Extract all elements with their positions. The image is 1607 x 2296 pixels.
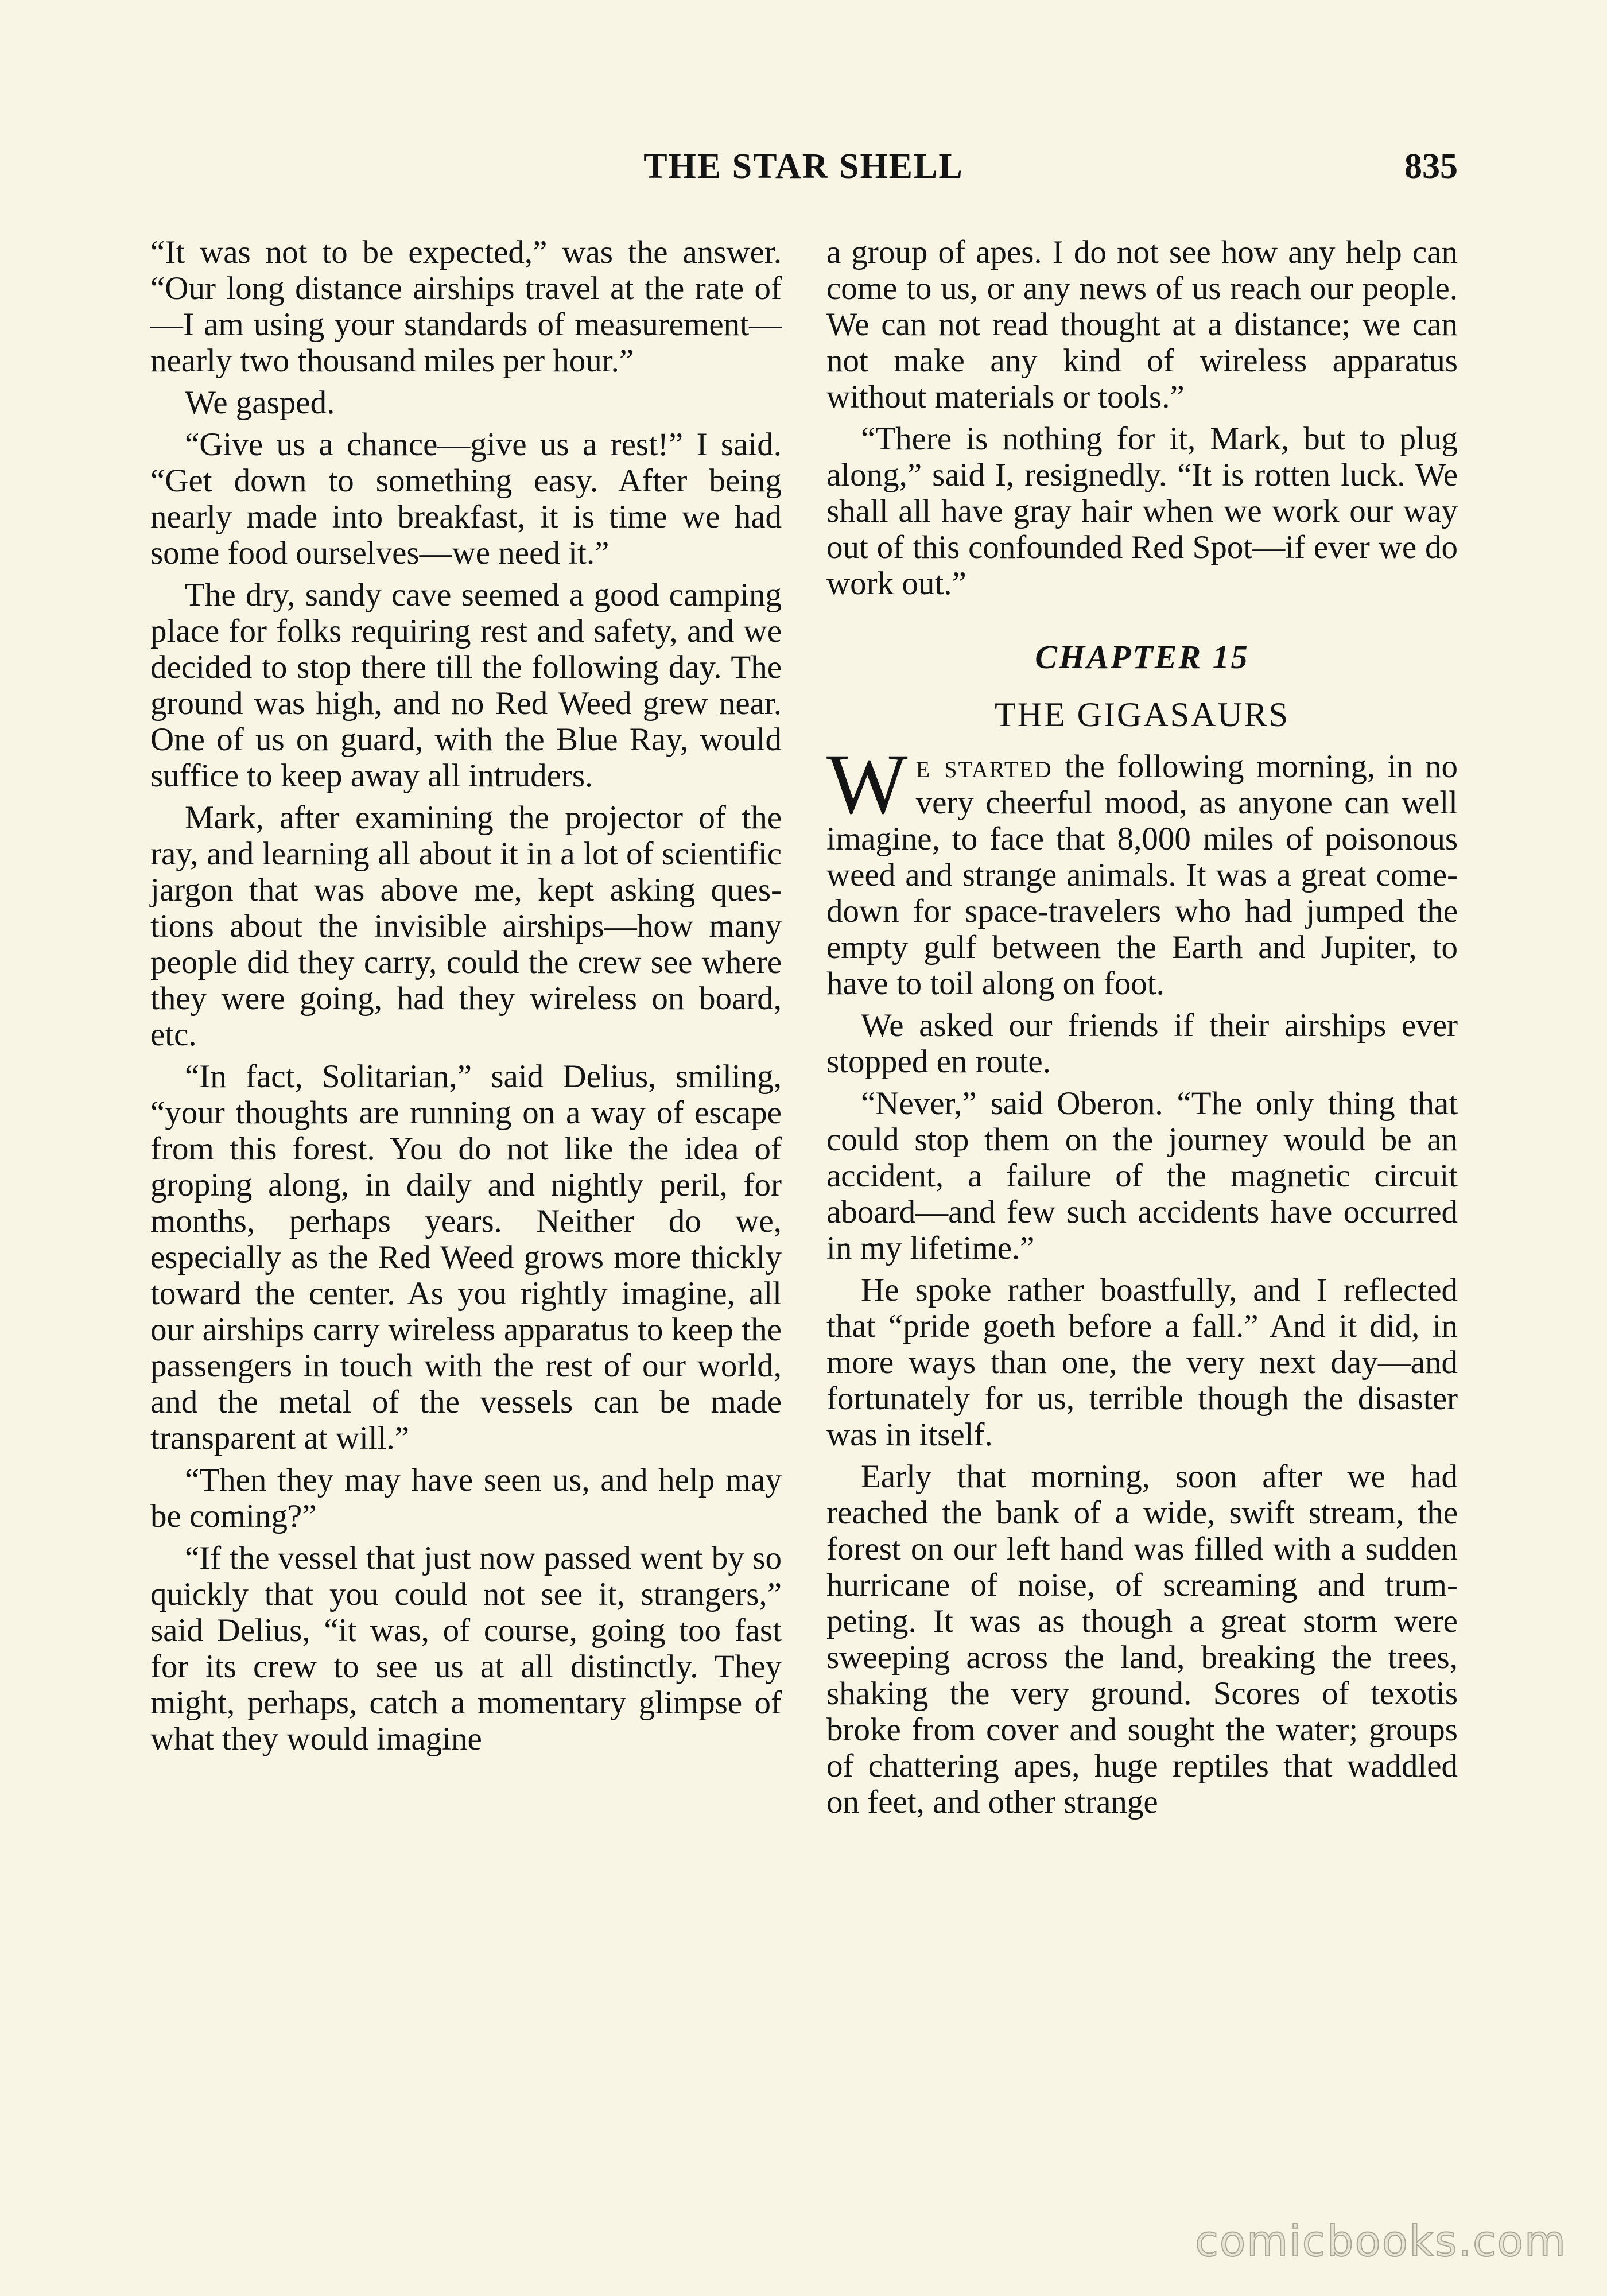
paragraph: “There is nothing for it, Mark, but to plug along,” said I, resignedly. “It is rotten luck. We shall all have gray hair when we work our way out of this confounded Red Spot—if ever we do work out.” [826,421,1458,602]
left-column [150,234,782,1763]
chapter-number: CHAPTER 15 [1035,638,1249,676]
opening-small-caps: e started [915,748,1053,785]
right-column [826,234,1458,1826]
paragraph: a group of apes. I do not see how any help can come to us, or any news of us reach our people. We can not read thought at a distance; we can not make any kind of wireless apparatus without materials or tools.” [826,234,1458,415]
watermark: comicbooks.com [1195,2217,1567,2266]
paragraph: “If the vessel that just now passed went by so quickly that you could not see it, strangers,” said Delius, “it was, of course, going too fast for its crew to see us at all distinctly. They might, perhaps, catch a momentary glimpse of what they would imagine [150,1540,782,1757]
paragraph: Early that morning, soon after we had reached the bank of a wide, swift stream, the forest on our left hand was filled with a sudden hurricane of noise, of screaming and trumpeting. It was as though a great storm were sweeping across the land, breaking the trees, shaking the very ground. Scores of texotis broke from cover and sought the water; groups of chattering apes, huge reptiles that waddled on feet, and other strange [826,1459,1458,1820]
paragraph: He spoke rather boastfully, and I reflected that “pride goeth before a fall.” And it did, in more ways than one, the very next day—and fortunately for us, terrible though the disaster was in itself. [826,1272,1458,1453]
chapter-title: THE GIGASAURS [994,696,1290,734]
paragraph: We gasped. [185,385,335,421]
paragraph: “In fact, Solitarian,” said Delius, smiling, “your thoughts are running on a way of escape from this forest. You do not like the idea of groping along, in daily and nightly peril, for months, perhaps years. Neither do we, especially as the Red Weed grows more thickly toward the center. As you rightly imagine, all our airships carry wireless apparatus to keep the passengers in touch with the rest of our world, and the metal of the vessels can be made transparent at will.” [150,1058,782,1456]
chapter-opening-paragraph [826,736,1458,1002]
paragraph: “Then they may have seen us, and help may be coming?” [150,1462,782,1534]
running-title: THE STAR SHELL [643,147,964,186]
paragraph: “It was not to be expected,” was the answer. “Our long distance airships travel at the rate of—I am using your standards of measurement—nearly two thousand miles per hour.” [150,234,782,379]
paragraph: “Never,” said Oberon. “The only thing that could stop them on the journey would be an accident, a failure of the magnetic circuit aboard—and few such accidents have occurred in my lifetime.” [826,1085,1458,1266]
paragraph: Mark, after examining the projector of the ray, and learning all about it in a lot of scientific jargon that was above me, kept asking questions about the invisible airships—how many people did they carry, could the crew see where they were going, had they wireless on board, etc. [150,800,782,1053]
paragraph: The dry, sandy cave seemed a good camping place for folks requiring rest and safety, and we decided to stop there till the following day. The ground was high, and no Red Weed grew near. One of us on guard, with the Blue Ray, would suffice to keep away all intruders. [150,577,782,794]
page-number: 835 [1404,147,1458,186]
paragraph: We asked our friends if their airships ever stopped en route. [826,1007,1458,1080]
opening-text: the following morning, in no very cheerful mood, as anyone can well imagine, to face that 8,000 miles of poisonous weed and strange animals. It was a great come-down for space-travelers who had jumped the empty gulf between the Earth and Jupiter, to have to toil along on foot. [826,748,1458,1002]
paragraph: “Give us a chance—give us a rest!” I said. “Get down to something easy. After being nearly made into breakfast, it is time we had some food ourselves—we need it.” [150,426,782,571]
page-header [149,138,1458,195]
drop-cap: W [826,736,908,832]
